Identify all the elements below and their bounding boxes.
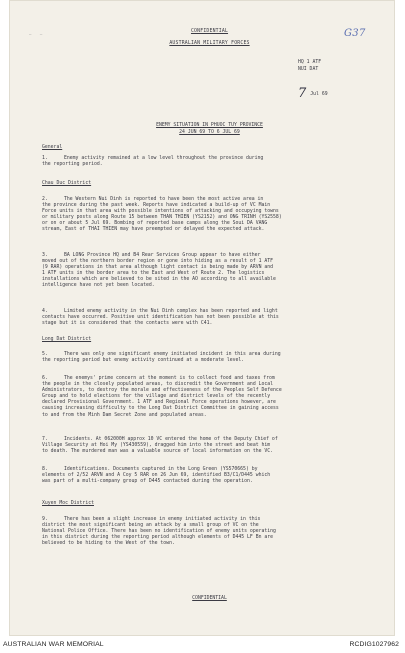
section-long-dat: Long Dat District: [42, 337, 92, 342]
paragraph-4: 4. Limited enemy activity in the Nui Dinh complex has been reported and light contacts have occurred. Positive unit identification has not been possible at this stage but it is considered that the contacts were with C41.: [42, 309, 279, 327]
date-month-year: Jul 69: [310, 92, 328, 97]
section-xuyen-moc: Xuyen Moc District: [42, 501, 94, 506]
section-chau-duc: Chau Duc District: [42, 181, 92, 186]
scan-marks: — —: [29, 32, 46, 37]
ref-hq: HQ 1 ATF: [298, 60, 322, 65]
document-sheet: [9, 0, 395, 636]
folio-stamp: G37: [344, 28, 366, 39]
paragraph-6: 6. The enemys' prime concern at the moment is to collect food and taxes from the people in the closely populated areas, to discredit the Government and Local Administrators, to destroy the morale and effectiveness of the Peoples Self Defence Group and to hold elections for the village and district levels of the recently declared Provisional Government. 1 ATF and Regional Force operations however, are causing increasing difficulty to the Long Dat District Committee in gaining access to and from the Minh Dam Secret Zone and populated areas.: [42, 376, 282, 418]
document-title: ENEMY SITUATION IN PHUOC TUY PROVINCE: [156, 123, 263, 128]
paragraph-9: 9. There has been a slight increase in enemy initiated activity in this district the most significant being an attack by a small group of VC on the National Police Office. There has been no identification of enemy units operating in this district during the reporting period although elements of D445 LF Bn are believed to be hiding to the West of the town.: [42, 517, 276, 547]
paragraph-2: 2. The Western Nui Dinh is reported to have been the most active area in the province during the past week. Reports have indicated a build-up of VC Main Force units in that area with possible intentions of attacking and occupying towns or military posts along Route 15 between THAN THIEN (YS2152) and ONG TRINH (YS2558) or on or about 5 Jul 69. Bombing of reported base camps along the Soui DA VANG stream, East of THAI THIEN may have preempted or delayed the expected attack.: [42, 197, 282, 233]
paragraph-5: 5. There was only one significant enemy initiated incident in this area during the reporting period but enemy activity continued at a moderate level.: [42, 352, 281, 364]
classification-footer: CONFIDENTIAL: [192, 596, 227, 601]
section-general: General: [42, 145, 63, 150]
paragraph-7: 7. Incidents. At 062000H approx 10 VC entered the home of the Deputy Chief of Village Security at Hoi My (YS430559), dragged him into the street and beat him to death. The murdered man was a valuable source of local information on the VC.: [42, 437, 278, 455]
paragraph-1: 1. Enemy activity remained at a low level throughout the province during the reporting period.: [42, 156, 264, 168]
organisation-header: AUSTRALIAN MILITARY FORCES: [169, 41, 250, 46]
document-date: [298, 86, 328, 101]
date-day-handwritten: 7: [298, 86, 307, 101]
paragraph-3: 3. BA LONG Province HQ and B4 Rear Services Group appear to have either moved out of the northern border region or gone into hiding as a result of 1 ATF (9 RAR) operations in that area although light contact is being made by ARVN and 1 ATF units in the border area to the East and West of Route 2. The logistics installations which are believed to be sited in the AO according to all available intelligence have not yet been located.: [42, 253, 276, 289]
classification-header: CONFIDENTIAL: [190, 29, 229, 34]
archive-credit: AUSTRALIAN WAR MEMORIAL: [3, 641, 104, 648]
ref-location: NUI DAT: [298, 67, 319, 72]
document-period: 24 JUN 69 TO 6 JUL 69: [179, 130, 240, 135]
archive-reference: RCDIG1027962: [349, 641, 399, 648]
paragraph-8: 8. Identifications. Documents captured in the Long Green (YS570665) by elements of 2/52 ARVN and A Coy 5 RAR on 26 Jun 69, identified B3/C1/D445 which was part of a multi-company group of D445 contacted during the operation.: [42, 467, 271, 485]
